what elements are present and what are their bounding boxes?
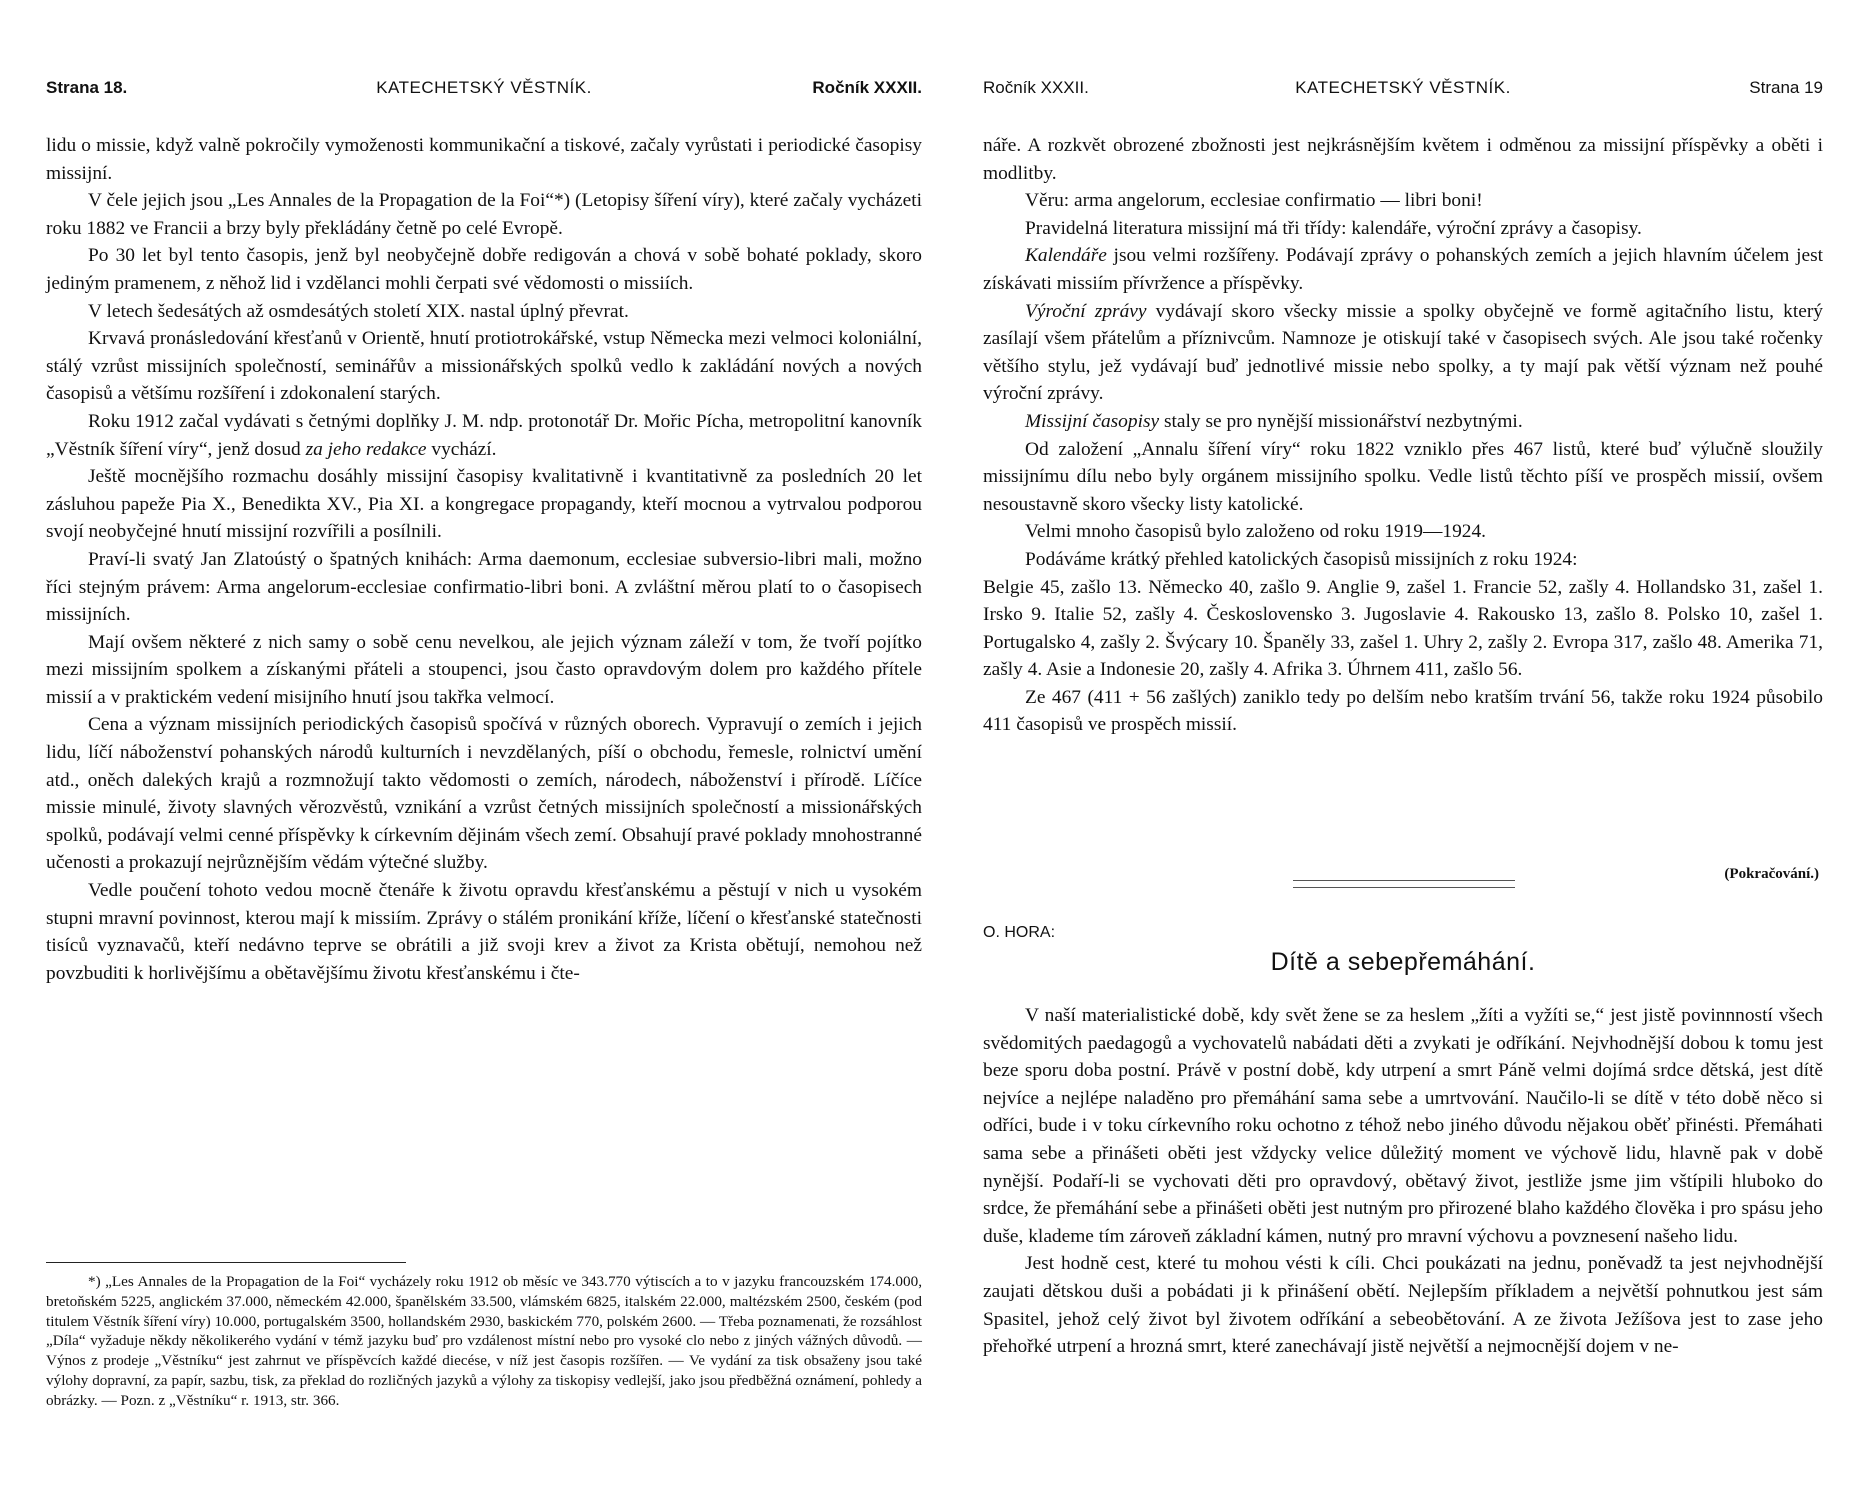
paragraph (983, 242, 1823, 297)
paragraph: Praví-li svatý Jan Zlatoústý o špatných knihách: Arma daemonum, ecclesiae subversio-libri mali, možno říci stejným právem: Arma angelorum-ecclesiae confirmatio-libri boni. A zvláštní měrou platí to o časopisech missijních. (46, 548, 922, 626)
article-title: Dítě a sebepřemáhání. (1270, 948, 1536, 976)
section-divider (1293, 880, 1515, 894)
paragraph: Věru: arma angelorum, ecclesiae confirmatio — libri boni! (1025, 190, 1483, 212)
continued-note: (Pokračování.) (1724, 866, 1819, 882)
paragraph: náře. A rozkvět obrozené zbožnosti jest nejkrásnějším květem i odměnou za missijní příspěvky a oběti i modlitby. (983, 135, 1823, 184)
page-number: Strana 19 (1749, 78, 1823, 97)
paragraph-text: staly se pro nynější missionářství nezbytnými. (1159, 410, 1523, 432)
volume-label: Ročník XXXII. (812, 78, 922, 97)
paragraph-text: vydávají skoro všecky missie a spolky obyčejně ve formě agitačního listu, který zasílají všem přátelům a příznivcům. Namnoze je otiskují také v časopisech svých. Ale jsou také ročenky většího stylu, jež vydávají buď jednotlivé missie nebo spolky, a ty mají pak větší význam než pouhé výroční zprávy. (983, 300, 1823, 405)
paragraph: Belgie 45, zašlo 13. Německo 40, zašlo 9. Anglie 9, zašel 1. Francie 52, zašly 4. Hollandsko 31, zašel 1. Irsko 9. Italie 52, zašly 4. Československo 3. Jugoslavie 4. Rakousko 13, zašlo 8. Polsko 10, zašel 1. Portugalsko 4, zašly 2. Švýcary 10. Španěly 33, zašel 1. Uhry 2, zašly 2. Evropa 317, zašlo 48. Amerika 71, zašly 4. Asie a Indonesie 20, zašly 4. Afrika 3. Úhrnem 411, zašlo 56. (983, 576, 1823, 681)
paragraph (983, 298, 1823, 408)
italic-text: Missijní časopisy (1025, 410, 1160, 432)
footnote-rule (46, 1262, 406, 1263)
right-page (983, 0, 1823, 1500)
paragraph (983, 408, 1823, 436)
italic-text: Kalendáře (1025, 245, 1107, 267)
journal-title: KATECHETSKÝ VĚSTNÍK. (1295, 78, 1511, 97)
paragraph: Po 30 let byl tento časopis, jenž byl neobyčejně dobře redigován a chová v sobě bohaté poklady, skoro jediným pramenem, z něhož lid i vzdělanci mohli čerpati své vědomosti o missiích. (46, 245, 922, 294)
volume-label: Ročník XXXII. (983, 78, 1089, 97)
paragraph (46, 408, 922, 463)
left-page (46, 0, 922, 1500)
paragraph: lidu o missie, když valně pokročily vymoženosti kommunikační a tiskové, začaly vyrůstati i periodické časopisy missijní. (46, 135, 922, 184)
paragraph: V čele jejich jsou „Les Annales de la Propagation de la Foi“*) (Letopisy šíření víry), které začaly vycházeti roku 1882 ve Francii a brzy byly překládány četně po celé Evropě. (46, 190, 922, 239)
left-running-head (46, 78, 922, 102)
paragraph-text: jsou velmi rozšířeny. Podávají zprávy o pohanských zemích a jejich hlavním účelem jest získávati missiím přívržence a příspěvky. (983, 245, 1823, 294)
paragraph: Vedle poučení tohoto vedou mocně čtenáře k životu opravdu křesťanskému a pěstují v nich u vysokém stupni mravní povinnost, kterou mají k missiím. Zprávy o stálém pronikání kříže, líčení o křesťanské statečnosti tisíců vyznavačů, kteří nedávno teprve se obrátili a již svoji krev a život za Krista obětují, nemohou než povzbuditi k horlivějšímu a obětavějšímu životu křesťanskému i čte- (46, 880, 922, 984)
paragraph: Velmi mnoho časopisů bylo založeno od roku 1919—1924. (1025, 521, 1486, 543)
right-running-head (983, 78, 1823, 102)
paragraph: Mají ovšem některé z nich samy o sobě cenu nevelkou, ale jejich význam záleží v tom, že tvoří pojítko mezi missijním spolkem a získanými přáteli a stoupenci, jsou často opravdovým dolem pro každého přítele missií a v praktickém vedení misijního hnutí jsou takřka velmocí. (46, 631, 922, 708)
right-body-text (983, 132, 1823, 739)
paragraph: Od založení „Annalu šíření víry“ roku 1822 vzniklo přes 467 listů, které buď výlučně sloužily missijnímu dílu nebo byly orgánem missijního spolku. Vedle listů těchto píší ve prospěch missií, ovšem nesoustavně skoro všecky listy katolické. (983, 438, 1823, 515)
paragraph: Ještě mocnějšího rozmachu dosáhly missijní časopisy kvalitativně i kvantitativně za posledních 20 let zásluhou papeže Pia X., Benedikta XV., Pia XI. a kongregace propagandy, kteří mocnou a vytrvalou podporou svojí neobyčejné hnutí missijní rozvířili a posílnili. (46, 466, 922, 543)
paragraph: Ze 467 (411 + 56 zašlých) zaniklo tedy po delším nebo kratším trvání 56, takže roku 1924 působilo 411 časopisů ve prospěch missií. (983, 686, 1823, 736)
article-body (983, 1002, 1823, 1361)
page-number: Strana 18. (46, 78, 128, 97)
paragraph: Podáváme krátký přehled katolických časopisů missijních z roku 1924: (1025, 548, 1578, 570)
journal-title: KATECHETSKÝ VĚSTNÍK. (376, 78, 592, 97)
paragraph: Jest hodně cest, které tu mohou vésti k cíli. Chci poukázati na jednu, poněvadž ta jest nejvhodnější zaujati dětskou duši a pobádati ji k přinášení obětí. Nejlepším příkladem a největší pohnutkou jest sám Spasitel, jehož celý život byl životem odříkání a sebeobětování. A ze života Ježíšova jest to zase jeho přehořké utrpení a hrozná smrt, které zanechávají jistě největší a nejmocnější dojem v ne- (983, 1253, 1823, 1358)
paragraph: V letech šedesátých až osmdesátých století XIX. nastal úplný převrat. (88, 300, 629, 322)
article-author: O. HORA: (983, 924, 1056, 941)
paragraph: V naší materialistické době, kdy svět žene se za heslem „žíti a vyžíti se,“ jest jistě povinnností všech svědomitých paedagogů a vychovatelů nabádati děti a zvykati je odříkání. Nejvhodnější dobou k tomu jest beze sporu doba postní. Právě v postní době, kdy utrpení a smrt Páně velmi dojímá srdce dětská, jest dítě nejvíce a nejlépe naladěno pro přemáhání sama sebe a umrtvování. Naučilo-li se dítě v této době něco si odříci, bude i v toku církevního roku ochotno z téhož nebo jiného důvodu nějakou oběť přinésti. Přemáhati sama sebe a přinášeti oběti jest vždycky velice důležitý moment ve výchově lidu, hlavně pak v době nynější. Podaří-li se vychovati děti pro opravdový, obětavý život, jestliže jsme jim vštípili hluboko do srdce, že přemáhání sebe a přinášeti oběti jest nutným pro přirozené blaho každého člověka i pro spásu jeho duše, klademe tím zároveň základní kámen, nutný pro mravní výchovu a povznesení našeho lidu. (983, 1005, 1823, 1247)
italic-text: za jeho redakce (305, 438, 427, 460)
paragraph-text: Roku 1912 začal vydávati s četnými doplňky J. M. ndp. protonotář Dr. Mořic Pícha, metropolitní kanovník „Věstník šíření víry“, jenž dosud (46, 410, 922, 460)
paragraph: Cena a význam missijních periodických časopisů spočívá v různých oborech. Vypravují o zemích i jejich lidu, líčí náboženství pohanských národů kulturních i nevzdělaných, píší o obchodu, řemesle, rolnictví umění atd., oněch dalekých krajů a rozmnožují takto vědomosti o zemích, národech, náboženství i přírodě. Líčíce missie minulé, životy slavných věrozvěstů, vznikání a vzrůst četných missijních společností a missionářských spolků, podávají velmi cenné příspěvky k církevním dějinám všech zemí. Obsahují pravé poklady mnohostranné učenosti a prokazují nejrůznějším vědám výtečné služby. (46, 714, 922, 874)
paragraph-text: vychází. (426, 438, 497, 460)
paragraph: Krvavá pronásledování křesťanů v Orientě, hnutí protiotrokářské, vstup Německa mezi velmoci koloniální, stálý vzrůst missijních společností, seminářův a missionářských spolků vedlo k zakládání nových a nových časopisů a většímu rozšíření i zdokonalení starých. (46, 328, 922, 405)
italic-text: Výroční zprávy (1025, 300, 1147, 322)
left-body-text (46, 132, 922, 987)
footnote: *) „Les Annales de la Propagation de la Foi“ vycházely roku 1912 ob měsíc ve 343.770 výtiscích a to v jazyku francouzském 174.000, bretoňském 5225, anglickém 37.000, německém 42.000, španělském 33.500, vlámském 6825, italském 22.000, maltézském 2500, českém (pod titulem Věstník šíření víry) 10.000, portugalském 3500, hollandském 2930, baskickém 770, polském 2600. — Třeba poznamenati, že rozsáhlost „Díla“ vyžaduje někdy několikerého vydání v témž jazyku buď pro vzdálenost místní nebo pro vysoké clo nebo z jiných vážných důvodů. — Výnos z prodeje „Věstníku“ jest zahrnut ve příspěvcích každé diecése, v níž jest časopis rozšířen. — Ve vydání za tisk obsaženy jsou také výlohy dopravní, za papír, sazbu, tisk, za překlad do rozličných jazyků a výlohy za tiskopisy vedlejší, jako jsou předběžná oznámení, pohledy a obrázky. — Pozn. z „Věstníku“ r. 1913, str. 366. (46, 1273, 922, 1409)
paragraph: Pravidelná literatura missijní má tři třídy: kalendáře, výroční zprávy a časopisy. (1025, 217, 1642, 239)
